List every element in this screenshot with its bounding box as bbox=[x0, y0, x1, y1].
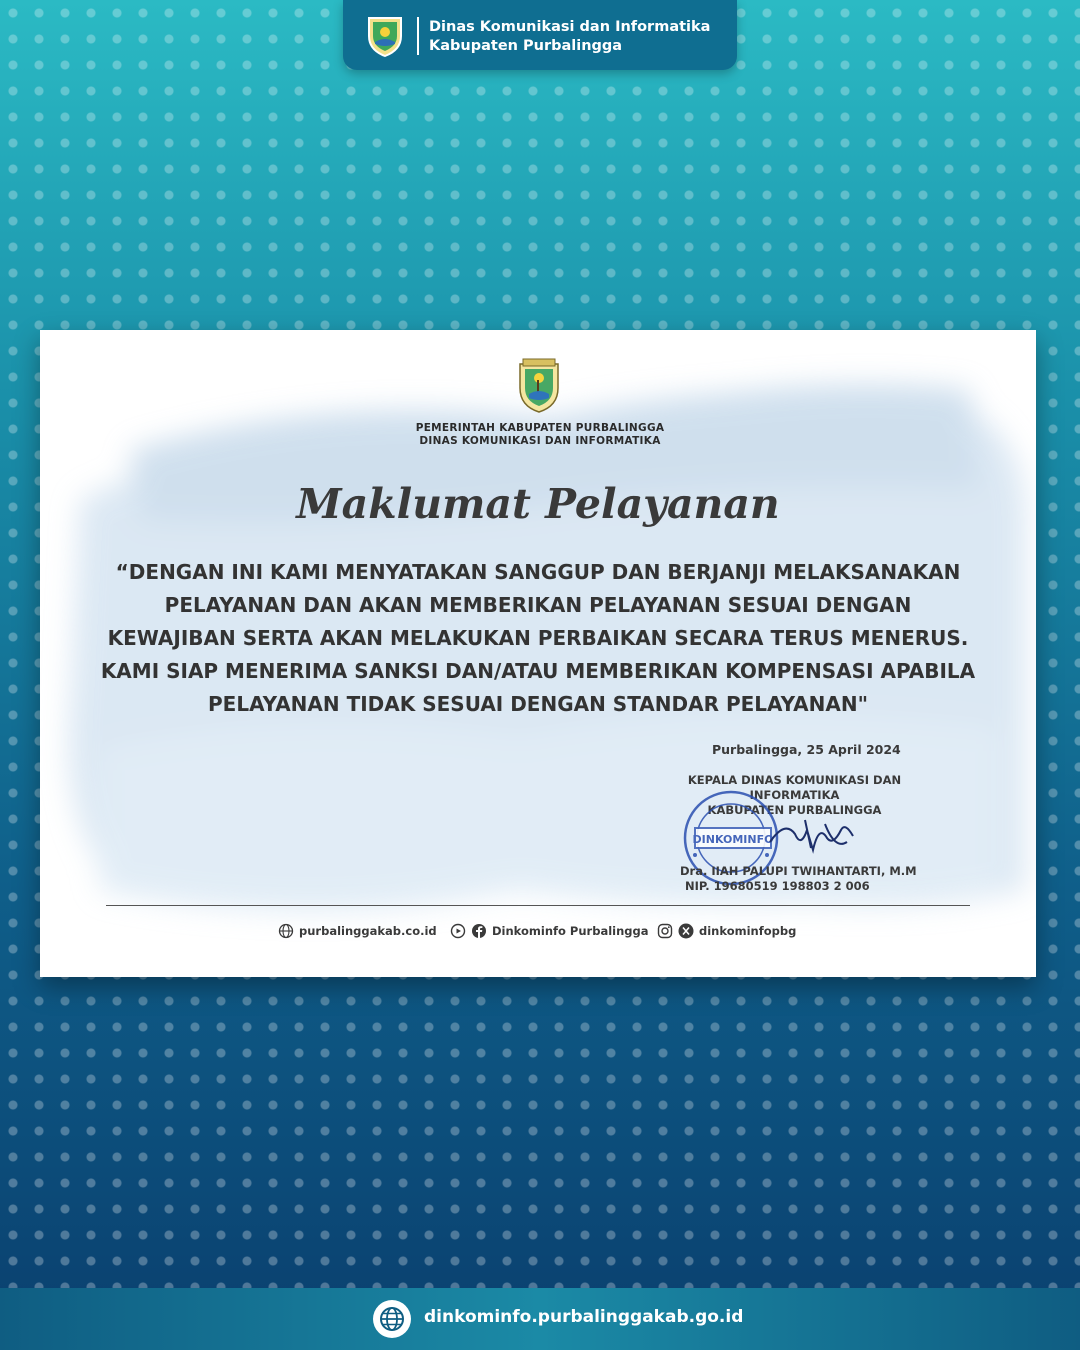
pledge-line: KAMI SIAP MENERIMA SANKSI DAN/ATAU MEMBERIKAN KOMPENSASI APABILA bbox=[100, 659, 976, 683]
footer-bar bbox=[0, 1288, 1080, 1350]
signatory-title-line1: KEPALA DINAS KOMUNIKASI DAN INFORMATIKA bbox=[687, 773, 902, 802]
contact-social-handle bbox=[657, 923, 796, 939]
footer-globe-badge bbox=[373, 1300, 411, 1338]
pledge-line: PELAYANAN TIDAK SESUAI DENGAN STANDAR PELAYANAN" bbox=[208, 692, 868, 716]
header-divider bbox=[417, 17, 419, 55]
facebook-icon bbox=[471, 923, 487, 939]
footer-website-url[interactable]: dinkominfo.purbalinggakab.go.id bbox=[424, 1307, 744, 1327]
gov-name-line1: PEMERINTAH KABUPATEN PURBALINGGA bbox=[415, 422, 665, 434]
stamp-text: DINKOMINFO bbox=[692, 833, 774, 846]
globe-icon bbox=[378, 1305, 406, 1333]
document-title: Maklumat Pelayanan bbox=[296, 480, 780, 528]
regency-crest-icon bbox=[365, 14, 405, 58]
official-nip: NIP. 19680519 198803 2 006 bbox=[685, 879, 870, 893]
gov-name-line2: DINAS KOMUNIKASI DAN INFORMATIKA bbox=[419, 435, 661, 447]
contact-social-handle-text: dinkominfopbg bbox=[699, 924, 797, 938]
signatory-title-line2: KABUPATEN PURBALINGGA bbox=[707, 803, 882, 817]
instagram-icon bbox=[657, 923, 673, 939]
place-date: Purbalingga, 25 April 2024 bbox=[712, 742, 901, 757]
footer-divider-line bbox=[106, 905, 970, 906]
contact-social-pages bbox=[450, 923, 649, 939]
contact-website-text: purbalinggakab.co.id bbox=[299, 924, 437, 938]
globe-icon bbox=[278, 923, 294, 939]
maklumat-document-card bbox=[40, 330, 1036, 977]
header-org-line1: Dinas Komunikasi dan Informatika bbox=[429, 19, 711, 35]
pledge-line: PELAYANAN DAN AKAN MEMBERIKAN PELAYANAN SESUAI DENGAN bbox=[164, 593, 912, 617]
contact-website bbox=[278, 923, 437, 939]
card-regency-crest-icon bbox=[517, 358, 561, 414]
contact-social-pages-text: Dinkominfo Purbalingga bbox=[492, 924, 649, 938]
header-tab bbox=[343, 0, 737, 70]
header-org-line2: Kabupaten Purbalingga bbox=[429, 38, 623, 54]
handwritten-signature bbox=[770, 820, 853, 850]
pledge-statement bbox=[95, 556, 981, 721]
youtube-icon bbox=[450, 923, 466, 939]
pledge-line: KEWAJIBAN SERTA AKAN MELAKUKAN PERBAIKAN SECARA TERUS MENERUS. bbox=[107, 626, 969, 650]
pledge-line: “DENGAN INI KAMI MENYATAKAN SANGGUP DAN BERJANJI MELAKSANAKAN bbox=[115, 560, 961, 584]
x-twitter-icon bbox=[678, 923, 694, 939]
header-org-name bbox=[429, 18, 710, 56]
official-name: Dra. IIAH PALUPI TWIHANTARTI, M.M bbox=[680, 864, 917, 878]
